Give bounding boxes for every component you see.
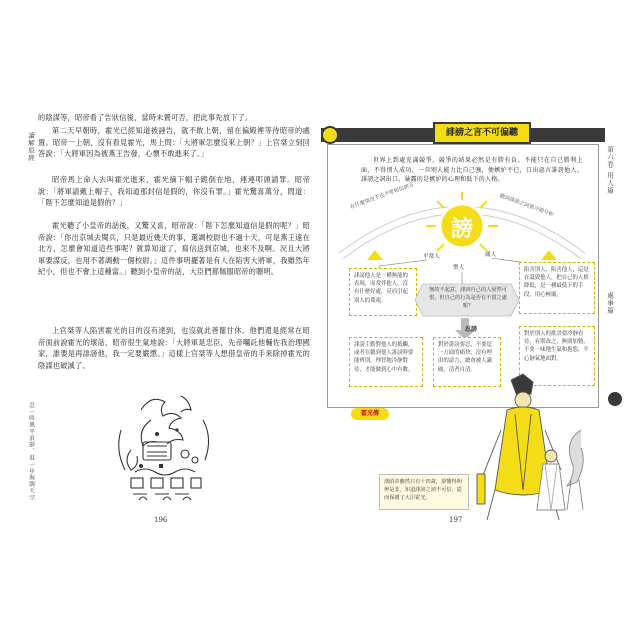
header-title: 誹謗之言不可偏聽 [433, 122, 531, 144]
paragraph-2: 第二天早朝時，霍光已經知道被誣告，就不敢上朝，留在偏殿裡等待昭帝的處置。昭帝一上朝，沒有看見霍光，馬上問：「大將軍怎麼沒來上朝？」上官桀立刻回答說：「大將軍因為被燕王告發，心懷不敢進來了。」 [38, 126, 310, 159]
left-side-caption: 忍一時風平浪靜，退一步海闊天空 [28, 402, 34, 501]
right-page [321, 112, 617, 527]
box-left-top: 誹謗他人是一種無能的表現，而常伴他人，沒有什麼好處，反而引起別人的蔑視。 [349, 268, 417, 316]
paragraph-1: 的陰謀等，昭帝看了告狀信後，當時未置可否，把此事先放下了。 [38, 113, 253, 122]
header-ornament-left [321, 126, 339, 144]
right-side-title: 第六卷 用人篇 [606, 146, 614, 195]
intro-text: 世界上到處充滿競爭，競爭的結果必然是有勝有負。不能只在自己勝利上面，不得別人成功，一旦別人能力比自己強，便嫉妒不已，口出惡言誹謗他人。誹謗之詞出口，暴露的是嫉妒的心理和低下的人格。 [361, 157, 583, 184]
forbear-slander-label: 忍謗 [465, 326, 478, 333]
box-center-bottom: 對於誹謗要忍，不要逞一方面的痛快，沒有理由的謗言，總會被人識破，清者自清。 [433, 337, 501, 387]
label-ordinary-person: 平常人 [423, 254, 440, 260]
story-caption-box: 漢昭帝雖然只有十四歲，卻懂得明辨是非，知道誹謗之詞不可信，從而保護了大臣霍光。 [379, 474, 469, 510]
right-side-caption: 處事篇 [606, 292, 614, 315]
left-side-title: 讀解原經 [27, 132, 35, 162]
emperor-minister-illustration [471, 370, 611, 520]
arc-label-right: 聽到誹謗之詞要冷靜分析 [498, 192, 555, 219]
arc-label-left: 在什麼情況下也不要相信謗言 [349, 181, 415, 211]
paragraph-4: 霍光聽了小皇帝的話後，又驚又喜，昭帝說：「陛下怎麼知道信是假的呢？」昭帝說：「你出京城去閱兵，只是最近幾天的事，選調校尉也不過十天，可是燕王遠在北方，怎麼會知道這些事呢？就算知道了，寫信送到京城，也來不及啊。況且大將軍要謀反，也用不著調動一個校尉。」這件事明擺著是有人在陷害大將軍，我雖然年紀小，但也不會上這種當。」聽到小皇帝的話，大臣們都佩服昭帝的聰明。 [38, 221, 310, 277]
left-page-number: 196 [154, 516, 168, 524]
paragraph-3: 昭帝馬上命人去叫霍光進來，霍光摘下帽子跪倒在地，連連叩頭請罪。昭帝說：「將軍請戴上帽子，我知道那封信是假的，你沒有罪。」霍光驚喜萬分，問道：「陛下怎麼知道是假的？」 [38, 175, 310, 208]
ancient-figure-illustration [111, 390, 221, 510]
left-page [26, 112, 318, 527]
label-mediocre-person: 庸人 [485, 252, 497, 258]
corner-ornament [608, 392, 622, 406]
label-sage: 聖人 [453, 265, 465, 271]
right-page-number: 197 [449, 516, 463, 524]
box-right-top: 陷害別人、陷害他人，這是在詆毀他人，把自己的人格降低，是一種最低下的手段，用心極壞。 [519, 262, 595, 314]
story-tab-label: 霍光傳 [351, 408, 389, 420]
box-left-bottom: 誹謗主動對他人的抵觸，或者在聽到他人誹謗時要能辨別，理智地冷靜對待，才能做到心中有數。 [349, 337, 423, 387]
center-note: 無故不起意，誹謗自己的人固然可恨，但自己的行為是否有不當之處呢？ [429, 287, 507, 310]
box-right-bottom: 對於別人的批評要冷靜看待，有則改之，無則加勉，不要一味地生氣和抱怨，平心靜氣地面對。 [519, 326, 595, 386]
slander-char: 謗 [450, 217, 473, 242]
paragraph-5: 上官桀等人陷害霍光的目的沒有達到，也沒就此善罷甘休。他們還是經常在昭帝面前說霍光的壞話，昭帝很生氣地說：「大將軍是忠臣，先帝囑託他輔佐我治理國家，誰要是再誹謗他，我一定要嚴懲。」這樣上官桀等人想借皇帝的手來除掉霍光的陰謀也破滅了。 [38, 326, 310, 370]
